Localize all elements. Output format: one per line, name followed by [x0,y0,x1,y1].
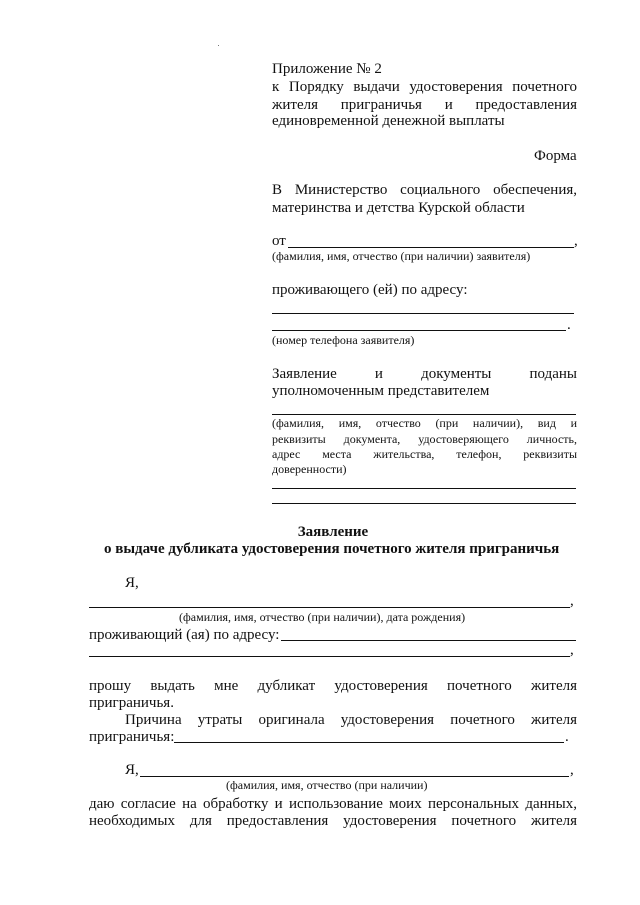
phone-caption: (номер телефона заявителя) [272,333,415,347]
addressee-line-1: В Министерство социального обеспечения, [272,182,577,198]
representative-caption-2: реквизиты документа, удостоверяющего личность, [272,432,577,446]
form-label: Форма [534,148,577,164]
representative-extra-line-1 [272,488,576,489]
consent-fio-caption: (фамилия, имя, отчество (при наличии) [226,778,428,792]
representative-line [272,414,576,415]
representative-caption-3: адрес места жительства, телефон, реквизиты [272,447,577,461]
residing-line-1 [281,640,576,641]
appendix-line-3: единовременной денежной выплаты [272,113,505,129]
residing-label: проживающий (ая) по адресу: [89,627,280,643]
representative-line-1: Заявление и документы поданы [272,366,577,382]
appendix-line-1: к Порядку выдачи удостоверения почетного [272,79,577,95]
loss-reason-line [174,742,564,743]
consent-i-label: Я, [125,762,139,778]
address-line-2 [272,330,566,331]
loss-end: . [565,729,569,745]
fio-dob-line [89,607,570,608]
representative-line-2: уполномоченным представителем [272,383,490,399]
statement-subtitle: о выдаче дубликата удостоверения почетного жителя приграничья [104,541,560,557]
address-line-1 [272,313,574,314]
from-comma: , [574,233,578,249]
representative-caption-1: (фамилия, имя, отчество (при наличии), вид и [272,416,577,430]
address-label: проживающего (ей) по адресу: [272,282,468,298]
loss-line-1: Причина утраты оригинала удостоверения почетного жителя [125,712,577,728]
fio-dob-comma: , [570,593,574,609]
request-line-1: прошу выдать мне дубликат удостоверения почетного жителя [89,678,577,694]
request-line-2: приграничья. [89,695,174,711]
i-label: Я, [125,575,139,591]
consent-fio-line [140,776,569,777]
addressee-line-2: материнства и детства Курской области [272,200,525,216]
representative-extra-line-2 [272,503,576,504]
from-label: от [272,233,286,249]
address-end: . [567,317,571,333]
statement-title: Заявление [297,524,369,540]
consent-comma: , [570,762,574,778]
consent-line-1: даю согласие на обработку и использование моих персональных данных, [89,796,577,812]
fio-dob-caption: (фамилия, имя, отчество (при наличии), дата рождения) [179,610,466,624]
scan-speck [218,45,219,46]
appendix-title: Приложение № 2 [272,61,382,77]
consent-line-2: необходимых для предоставления удостоверения почетного жителя [89,813,577,829]
appendix-line-2: жителя приграничья и предоставления [272,97,577,113]
applicant-name-line [288,247,574,248]
loss-label: приграничья: [89,729,175,745]
representative-caption-4: доверенности) [272,462,347,476]
residing-comma: , [570,642,574,658]
applicant-name-caption: (фамилия, имя, отчество (при наличии) заявителя) [272,249,531,263]
residing-line-2 [89,656,570,657]
